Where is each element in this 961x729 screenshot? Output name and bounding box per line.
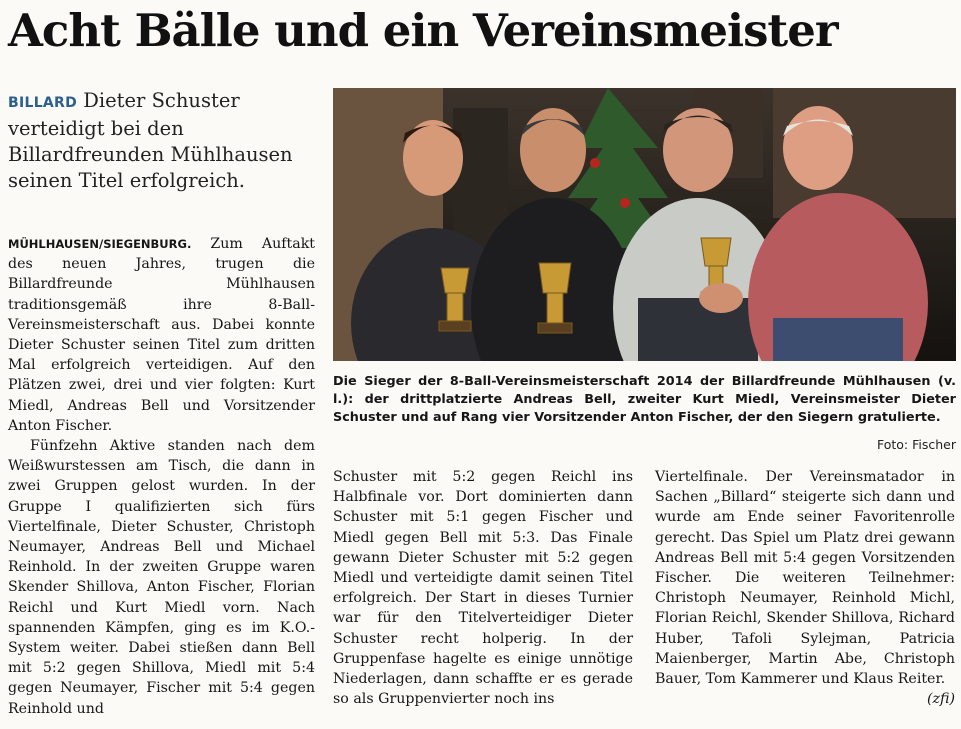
article-column-3 bbox=[655, 467, 955, 709]
author-initials: (zfi) bbox=[926, 691, 955, 708]
dateline: MÜHLHAUSEN/SIEGENBURG. bbox=[8, 237, 192, 251]
article-paragraph bbox=[8, 234, 315, 436]
article-paragraph bbox=[655, 467, 955, 708]
lead-teaser bbox=[8, 88, 316, 194]
headline: Acht Bälle und ein Vereinsmeister bbox=[8, 4, 838, 57]
paragraph-text: Zum Auftakt des neuen Jahres, trugen die Billardfreunde Mühlhausen traditionsgemäß ihre 8-Ball-Vereinsmeisterschaft aus. Dabei konnte Dieter Schuster seinen Titel zum dritten Mal erfolgreich verteidigen. Auf den Plätzen zwei, drei und vier folgten: Kurt Miedl, Andreas Bell und Vorsitzender Anton Fischer. bbox=[8, 236, 315, 434]
article-paragraph: Fünfzehn Aktive standen nach dem Weißwurstessen am Tisch, die dann in zwei Gruppen gelost wurden. In der Gruppe I qualifizierten sich fürs Viertelfinale, Dieter Schuster, Christoph Neumayer, Andreas Bell und Michael Reinhold. In der zweiten Gruppe waren Skender Shillova, Anton Fischer, Florian Reichl und Kurt Miedl vorn. Nach spannenden Kämpfen, ging es im K.O.-System weiter. Dabei stießen dann Bell mit 5:2 gegen Shillova, Miedl mit 5:4 gegen Neumayer, Fischer mit 5:4 gegen Reinhold und bbox=[8, 438, 315, 717]
photo-caption: Die Sieger der 8-Ball-Vereinsmeisterschaft 2014 der Billardfreunde Mühlhausen (v. l.): der drittplatzierte Andreas Bell, zweiter Kurt Miedl, Vereinsmeister Dieter Schuster und auf Rang vier Vorsitzender Anton Fischer, der den Siegern gratulierte. bbox=[333, 374, 956, 425]
photo-credit: Foto: Fischer bbox=[876, 437, 956, 452]
photo bbox=[333, 88, 956, 361]
winners-photo bbox=[333, 88, 956, 361]
article-column-1 bbox=[8, 234, 315, 719]
article-paragraph: Schuster mit 5:2 gegen Reichl ins Halbfinale vor. Dort dominierten dann Schuster mit 5:1 gegen Fischer und Miedl gegen Bell mit 5:3. Das Finale gewann Dieter Schuster mit 5:2 gegen Miedl und verteidigte damit seinen Titel erfolgreich. Der Start in dieses Turnier war für den Titelverteidiger Dieter Schuster recht holperig. In der Gruppenfase hagelte es einige unnötige Niederlagen, dann schaffte er es gerade so als Gruppenvierter noch ins bbox=[333, 469, 633, 708]
lead-text: Dieter Schuster verteidigt bei den Billardfreunden Mühlhausen seinen Titel erfolgreich. bbox=[8, 89, 293, 192]
paragraph-text: Viertelfinale. Der Vereinsmatador in Sachen „Billard“ steigerte sich dann und wurde am Ende seiner Favoritenrolle gerecht. Das Spiel um Platz drei gewann Andreas Bell mit 5:4 gegen Vorsitzenden Fischer. Die weiteren Teilnehmer: Christoph Neumayer, Reinhold Michl, Florian Reichl, Skender Shillova, Richard Huber, Tafoli Sylejman, Patricia Maienberger, Martin Abe, Christoph Bauer, Tom Kammerer und Klaus Reiter. bbox=[655, 469, 955, 688]
article-column-2 bbox=[333, 467, 633, 709]
section-kicker: BILLARD bbox=[8, 95, 78, 111]
